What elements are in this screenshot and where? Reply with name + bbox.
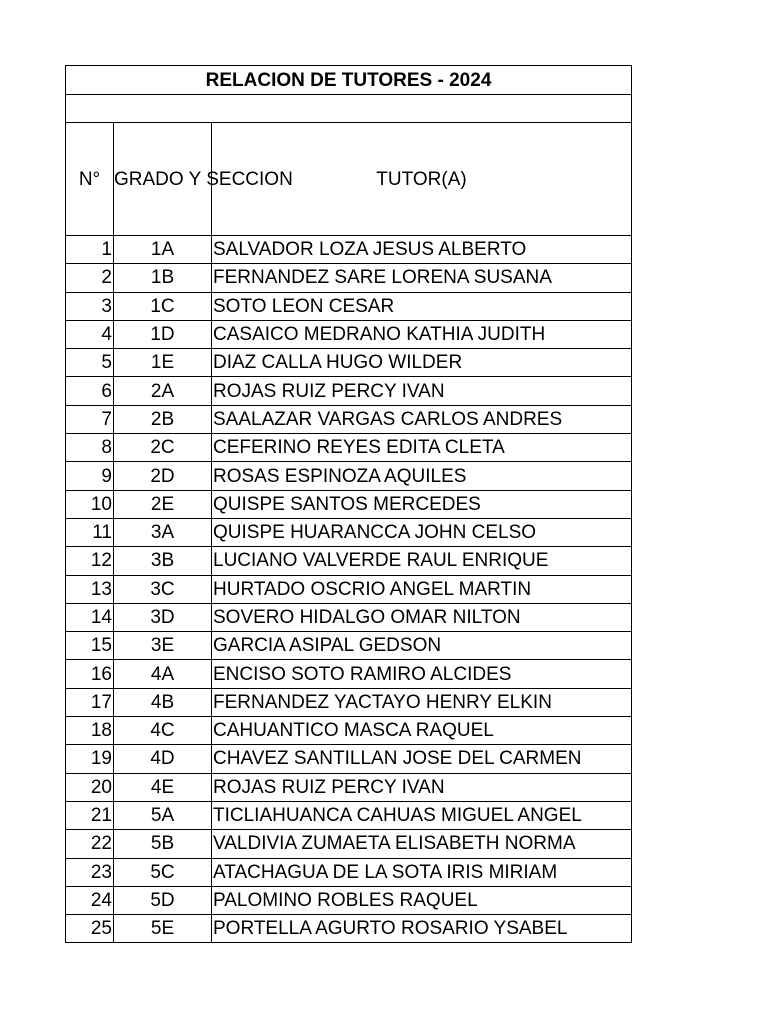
row-grado-seccion: 4B xyxy=(114,688,212,716)
row-grado-seccion: 5E xyxy=(114,915,212,943)
row-number: 18 xyxy=(66,717,114,745)
row-number: 8 xyxy=(66,434,114,462)
row-grado-seccion: 5D xyxy=(114,886,212,914)
row-number: 13 xyxy=(66,575,114,603)
row-tutor-name: ROSAS ESPINOZA AQUILES xyxy=(212,462,632,490)
row-tutor-name: CAHUANTICO MASCA RAQUEL xyxy=(212,717,632,745)
row-grado-seccion: 2E xyxy=(114,490,212,518)
table-row xyxy=(66,462,632,490)
row-number: 5 xyxy=(66,349,114,377)
row-tutor-name: SALVADOR LOZA JESUS ALBERTO xyxy=(212,236,632,264)
row-grado-seccion: 1E xyxy=(114,349,212,377)
tutors-table xyxy=(65,65,632,943)
row-grado-seccion: 2D xyxy=(114,462,212,490)
row-tutor-name: QUISPE HUARANCCA JOHN CELSO xyxy=(212,518,632,546)
table-row xyxy=(66,264,632,292)
row-grado-seccion: 3C xyxy=(114,575,212,603)
row-number: 7 xyxy=(66,405,114,433)
row-grado-seccion: 5A xyxy=(114,801,212,829)
row-tutor-name: QUISPE SANTOS MERCEDES xyxy=(212,490,632,518)
row-number: 12 xyxy=(66,547,114,575)
table-row xyxy=(66,915,632,943)
row-tutor-name: FERNANDEZ SARE LORENA SUSANA xyxy=(212,264,632,292)
table-row xyxy=(66,688,632,716)
row-tutor-name: ROJAS RUIZ PERCY IVAN xyxy=(212,773,632,801)
row-number: 20 xyxy=(66,773,114,801)
row-grado-seccion: 5C xyxy=(114,858,212,886)
row-grado-seccion: 4D xyxy=(114,745,212,773)
row-tutor-name: CHAVEZ SANTILLAN JOSE DEL CARMEN xyxy=(212,745,632,773)
row-tutor-name: ROJAS RUIZ PERCY IVAN xyxy=(212,377,632,405)
row-number: 1 xyxy=(66,236,114,264)
header-tutor: TUTOR(A) xyxy=(212,123,632,236)
row-tutor-name: SAALAZAR VARGAS CARLOS ANDRES xyxy=(212,405,632,433)
header-row xyxy=(66,123,632,236)
row-number: 25 xyxy=(66,915,114,943)
row-number: 21 xyxy=(66,801,114,829)
blank-row xyxy=(66,95,632,123)
row-tutor-name: GARCIA ASIPAL GEDSON xyxy=(212,632,632,660)
table-row xyxy=(66,717,632,745)
row-grado-seccion: 4C xyxy=(114,717,212,745)
row-number: 10 xyxy=(66,490,114,518)
row-grado-seccion: 1A xyxy=(114,236,212,264)
table-row xyxy=(66,547,632,575)
row-grado-seccion: 1B xyxy=(114,264,212,292)
table-title: RELACION DE TUTORES - 2024 xyxy=(66,66,632,95)
row-number: 17 xyxy=(66,688,114,716)
row-grado-seccion: 2B xyxy=(114,405,212,433)
row-tutor-name: CASAICO MEDRANO KATHIA JUDITH xyxy=(212,320,632,348)
row-tutor-name: CEFERINO REYES EDITA CLETA xyxy=(212,434,632,462)
table-row xyxy=(66,490,632,518)
row-tutor-name: DIAZ CALLA HUGO WILDER xyxy=(212,349,632,377)
row-tutor-name: FERNANDEZ YACTAYO HENRY ELKIN xyxy=(212,688,632,716)
row-number: 4 xyxy=(66,320,114,348)
table-row xyxy=(66,434,632,462)
table-row xyxy=(66,349,632,377)
row-tutor-name: PALOMINO ROBLES RAQUEL xyxy=(212,886,632,914)
row-number: 14 xyxy=(66,603,114,631)
row-tutor-name: TICLIAHUANCA CAHUAS MIGUEL ANGEL xyxy=(212,801,632,829)
row-number: 23 xyxy=(66,858,114,886)
table-row xyxy=(66,377,632,405)
row-grado-seccion: 4E xyxy=(114,773,212,801)
table-row xyxy=(66,236,632,264)
row-number: 9 xyxy=(66,462,114,490)
table-row xyxy=(66,660,632,688)
header-grado-seccion: GRADO Y SECCION xyxy=(114,123,212,236)
row-number: 15 xyxy=(66,632,114,660)
table-row xyxy=(66,518,632,546)
row-tutor-name: SOTO LEON CESAR xyxy=(212,292,632,320)
header-num: N° xyxy=(66,123,114,236)
row-grado-seccion: 3E xyxy=(114,632,212,660)
row-number: 2 xyxy=(66,264,114,292)
table-row xyxy=(66,830,632,858)
row-tutor-name: VALDIVIA ZUMAETA ELISABETH NORMA xyxy=(212,830,632,858)
row-number: 6 xyxy=(66,377,114,405)
table-row xyxy=(66,858,632,886)
row-number: 24 xyxy=(66,886,114,914)
table-row xyxy=(66,405,632,433)
row-grado-seccion: 3A xyxy=(114,518,212,546)
title-row xyxy=(66,66,632,95)
row-grado-seccion: 5B xyxy=(114,830,212,858)
table-row xyxy=(66,886,632,914)
table-row xyxy=(66,575,632,603)
row-number: 3 xyxy=(66,292,114,320)
row-grado-seccion: 2A xyxy=(114,377,212,405)
row-grado-seccion: 2C xyxy=(114,434,212,462)
row-tutor-name: LUCIANO VALVERDE RAUL ENRIQUE xyxy=(212,547,632,575)
table-row xyxy=(66,773,632,801)
table-row xyxy=(66,320,632,348)
table-row xyxy=(66,632,632,660)
row-tutor-name: ATACHAGUA DE LA SOTA IRIS MIRIAM xyxy=(212,858,632,886)
row-number: 16 xyxy=(66,660,114,688)
table-row xyxy=(66,603,632,631)
row-tutor-name: HURTADO OSCRIO ANGEL MARTIN xyxy=(212,575,632,603)
row-tutor-name: PORTELLA AGURTO ROSARIO YSABEL xyxy=(212,915,632,943)
row-tutor-name: SOVERO HIDALGO OMAR NILTON xyxy=(212,603,632,631)
row-number: 22 xyxy=(66,830,114,858)
table-row xyxy=(66,801,632,829)
row-grado-seccion: 1C xyxy=(114,292,212,320)
table-row xyxy=(66,292,632,320)
table-row xyxy=(66,745,632,773)
row-tutor-name: ENCISO SOTO RAMIRO ALCIDES xyxy=(212,660,632,688)
row-grado-seccion: 3D xyxy=(114,603,212,631)
tutors-table-body xyxy=(66,66,632,943)
row-grado-seccion: 3B xyxy=(114,547,212,575)
row-number: 11 xyxy=(66,518,114,546)
blank-cell xyxy=(66,95,632,123)
row-number: 19 xyxy=(66,745,114,773)
row-grado-seccion: 1D xyxy=(114,320,212,348)
row-grado-seccion: 4A xyxy=(114,660,212,688)
